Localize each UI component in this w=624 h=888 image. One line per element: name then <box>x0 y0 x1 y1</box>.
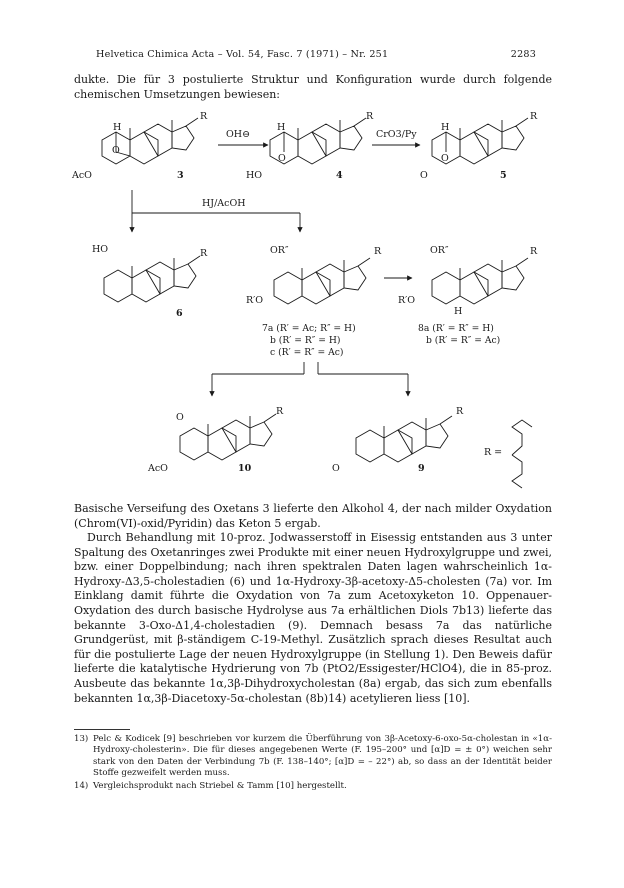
caption-7c: c (R′ = R″ = Ac) <box>270 347 344 358</box>
compound-9: 9 <box>418 463 425 474</box>
journal-title: Helvetica Chimica Acta – Vol. 54, Fasc. 7 (1971) – Nr. 251 <box>96 49 389 60</box>
structure-7 <box>246 245 382 306</box>
r-definition-label: R = <box>484 447 503 458</box>
reagent-cro3: CrO3/Py <box>376 129 417 140</box>
structure-8 <box>398 245 538 317</box>
ho-label-6: HO <box>92 244 109 255</box>
footnote-mark-13: 13) <box>74 734 89 744</box>
footnote-13 <box>74 734 552 780</box>
o-label-10: O <box>176 412 184 423</box>
structure-3 <box>71 111 208 181</box>
structure-6 <box>92 244 208 319</box>
side-chain-definition <box>484 420 532 488</box>
footnote-mark-14: 14) <box>74 781 89 791</box>
footnote-14 <box>74 781 552 792</box>
structure-9 <box>332 406 464 474</box>
reagent-hj: HJ/AcOH <box>202 198 246 209</box>
h-label-5: H <box>441 122 450 133</box>
r-label-3: R <box>200 111 208 122</box>
aco-label-10: AcO <box>148 463 168 474</box>
structure-4 <box>246 111 374 181</box>
o-label-9: O <box>332 463 340 474</box>
page-number: 2283 <box>510 49 536 60</box>
structure-10 <box>147 406 284 474</box>
compound-3: 3 <box>177 170 184 181</box>
structure-5 <box>420 111 538 181</box>
footnote-text-13: Pelc & Kodicek [9] beschrieben vor kurzem die Überführung von 3β-Acetoxy-6-oxo-5α-cholestan in «1α-Hydroxy-cholesterin». Die für dieses angegebenen Werte (F. 195–200° und [α]D = ± 0°) weichen sehr stark von den Daten der Verbindung 7b (F. 138–140°; [α]D = – 22°) ab, so dass an der Identität beider Stoffe gezweifelt werden muss. <box>93 734 552 779</box>
r1o-label-8: R′O <box>398 295 416 306</box>
oxetane-o-5: O <box>441 153 449 164</box>
reagent-oh: OH⊖ <box>226 129 251 140</box>
footnote-rule <box>74 729 130 730</box>
r-label-9: R <box>456 406 464 417</box>
compound-10: 10 <box>238 463 252 474</box>
or2-label-8: OR″ <box>430 245 449 256</box>
oxetane-o-3: O <box>112 145 120 156</box>
caption-7a: 7a (R′ = Ac; R″ = H) <box>262 323 356 334</box>
compound-5: 5 <box>500 170 507 181</box>
r1o-label-7: R′O <box>246 295 264 306</box>
r-label-10: R <box>276 406 284 417</box>
caption-8b: b (R′ = R″ = Ac) <box>426 335 501 346</box>
compound-4: 4 <box>336 170 343 181</box>
aco-label-3: AcO <box>72 170 92 181</box>
caption-7b: b (R′ = R″ = H) <box>270 335 341 346</box>
intro-paragraph: dukte. Die für 3 postulierte Struktur und Konfiguration wurde durch folgende chemischen Umsetzungen bewiesen: <box>74 73 552 101</box>
h-label-8: H <box>454 306 463 317</box>
o-label-5: O <box>420 170 428 181</box>
footnote-text-14: Vergleichsprodukt nach Striebel & Tamm [10] hergestellt. <box>93 781 347 791</box>
oxetane-o-4: O <box>278 153 286 164</box>
h-label-3: H <box>113 122 122 133</box>
h-label-4: H <box>277 122 286 133</box>
r-label-8: R <box>530 246 538 257</box>
caption-8a: 8a (R′ = R″ = H) <box>418 323 494 334</box>
paragraph-1: Basische Verseifung des Oxetans 3 lieferte den Alkohol 4, der nach milder Oxydation (Chrom(VI)-oxid/Pyridin) das Keton 5 ergab. <box>74 502 552 530</box>
r-label-5: R <box>530 111 538 122</box>
paragraph-2: Durch Behandlung mit 10-proz. Jodwasserstoff in Eisessig entstanden aus 3 unter Spaltung des Oxetanringes zwei Produkte mit einer neuen Hydroxylgruppe und zwei, bzw. einer Doppelbindung; nach ihren spektralen Daten lagen wahrscheinlich 1α-Hydroxy-Δ3,5-cholestadien (6) und 1α-Hydroxy-3β-acetoxy-Δ5-cholesten (7a) vor. Im Einklang damit führte die Oxydation von 7a zum Acetoxyketon 10. Oppenauer-Oxydation des durch basische Hydrolyse aus 7a erhältlichen Diols 7b13) lieferte das bekannte 3-Oxo-Δ1,4-cholestadien (9). Demnach besass 7a das natürliche Grundgerüst, mit β-ständigem C-19-Methyl. Zusätzlich sprach dieses Resultat auch für die postulierte Lage der neuen Hydroxylgruppe (in Stellung 1). Den Beweis dafür lieferte die katalytische Hydrierung von 7b (PtO2/Essigester/HClO4), die in 85-proz. Ausbeute das bekannte 1α,3β-Dihydroxycholestan (8a) ergab, das sich zum ebenfalls bekannten 1α,3β-Diacetoxy-5α-cholestan (8b)14) acetylieren liess [10]. <box>74 531 552 705</box>
r-label-6: R <box>200 248 208 259</box>
or2-label-7: OR″ <box>270 245 289 256</box>
r-label-4: R <box>366 111 374 122</box>
r-label-7: R <box>374 246 382 257</box>
compound-6: 6 <box>176 308 183 319</box>
ho-label-4: HO <box>246 170 263 181</box>
